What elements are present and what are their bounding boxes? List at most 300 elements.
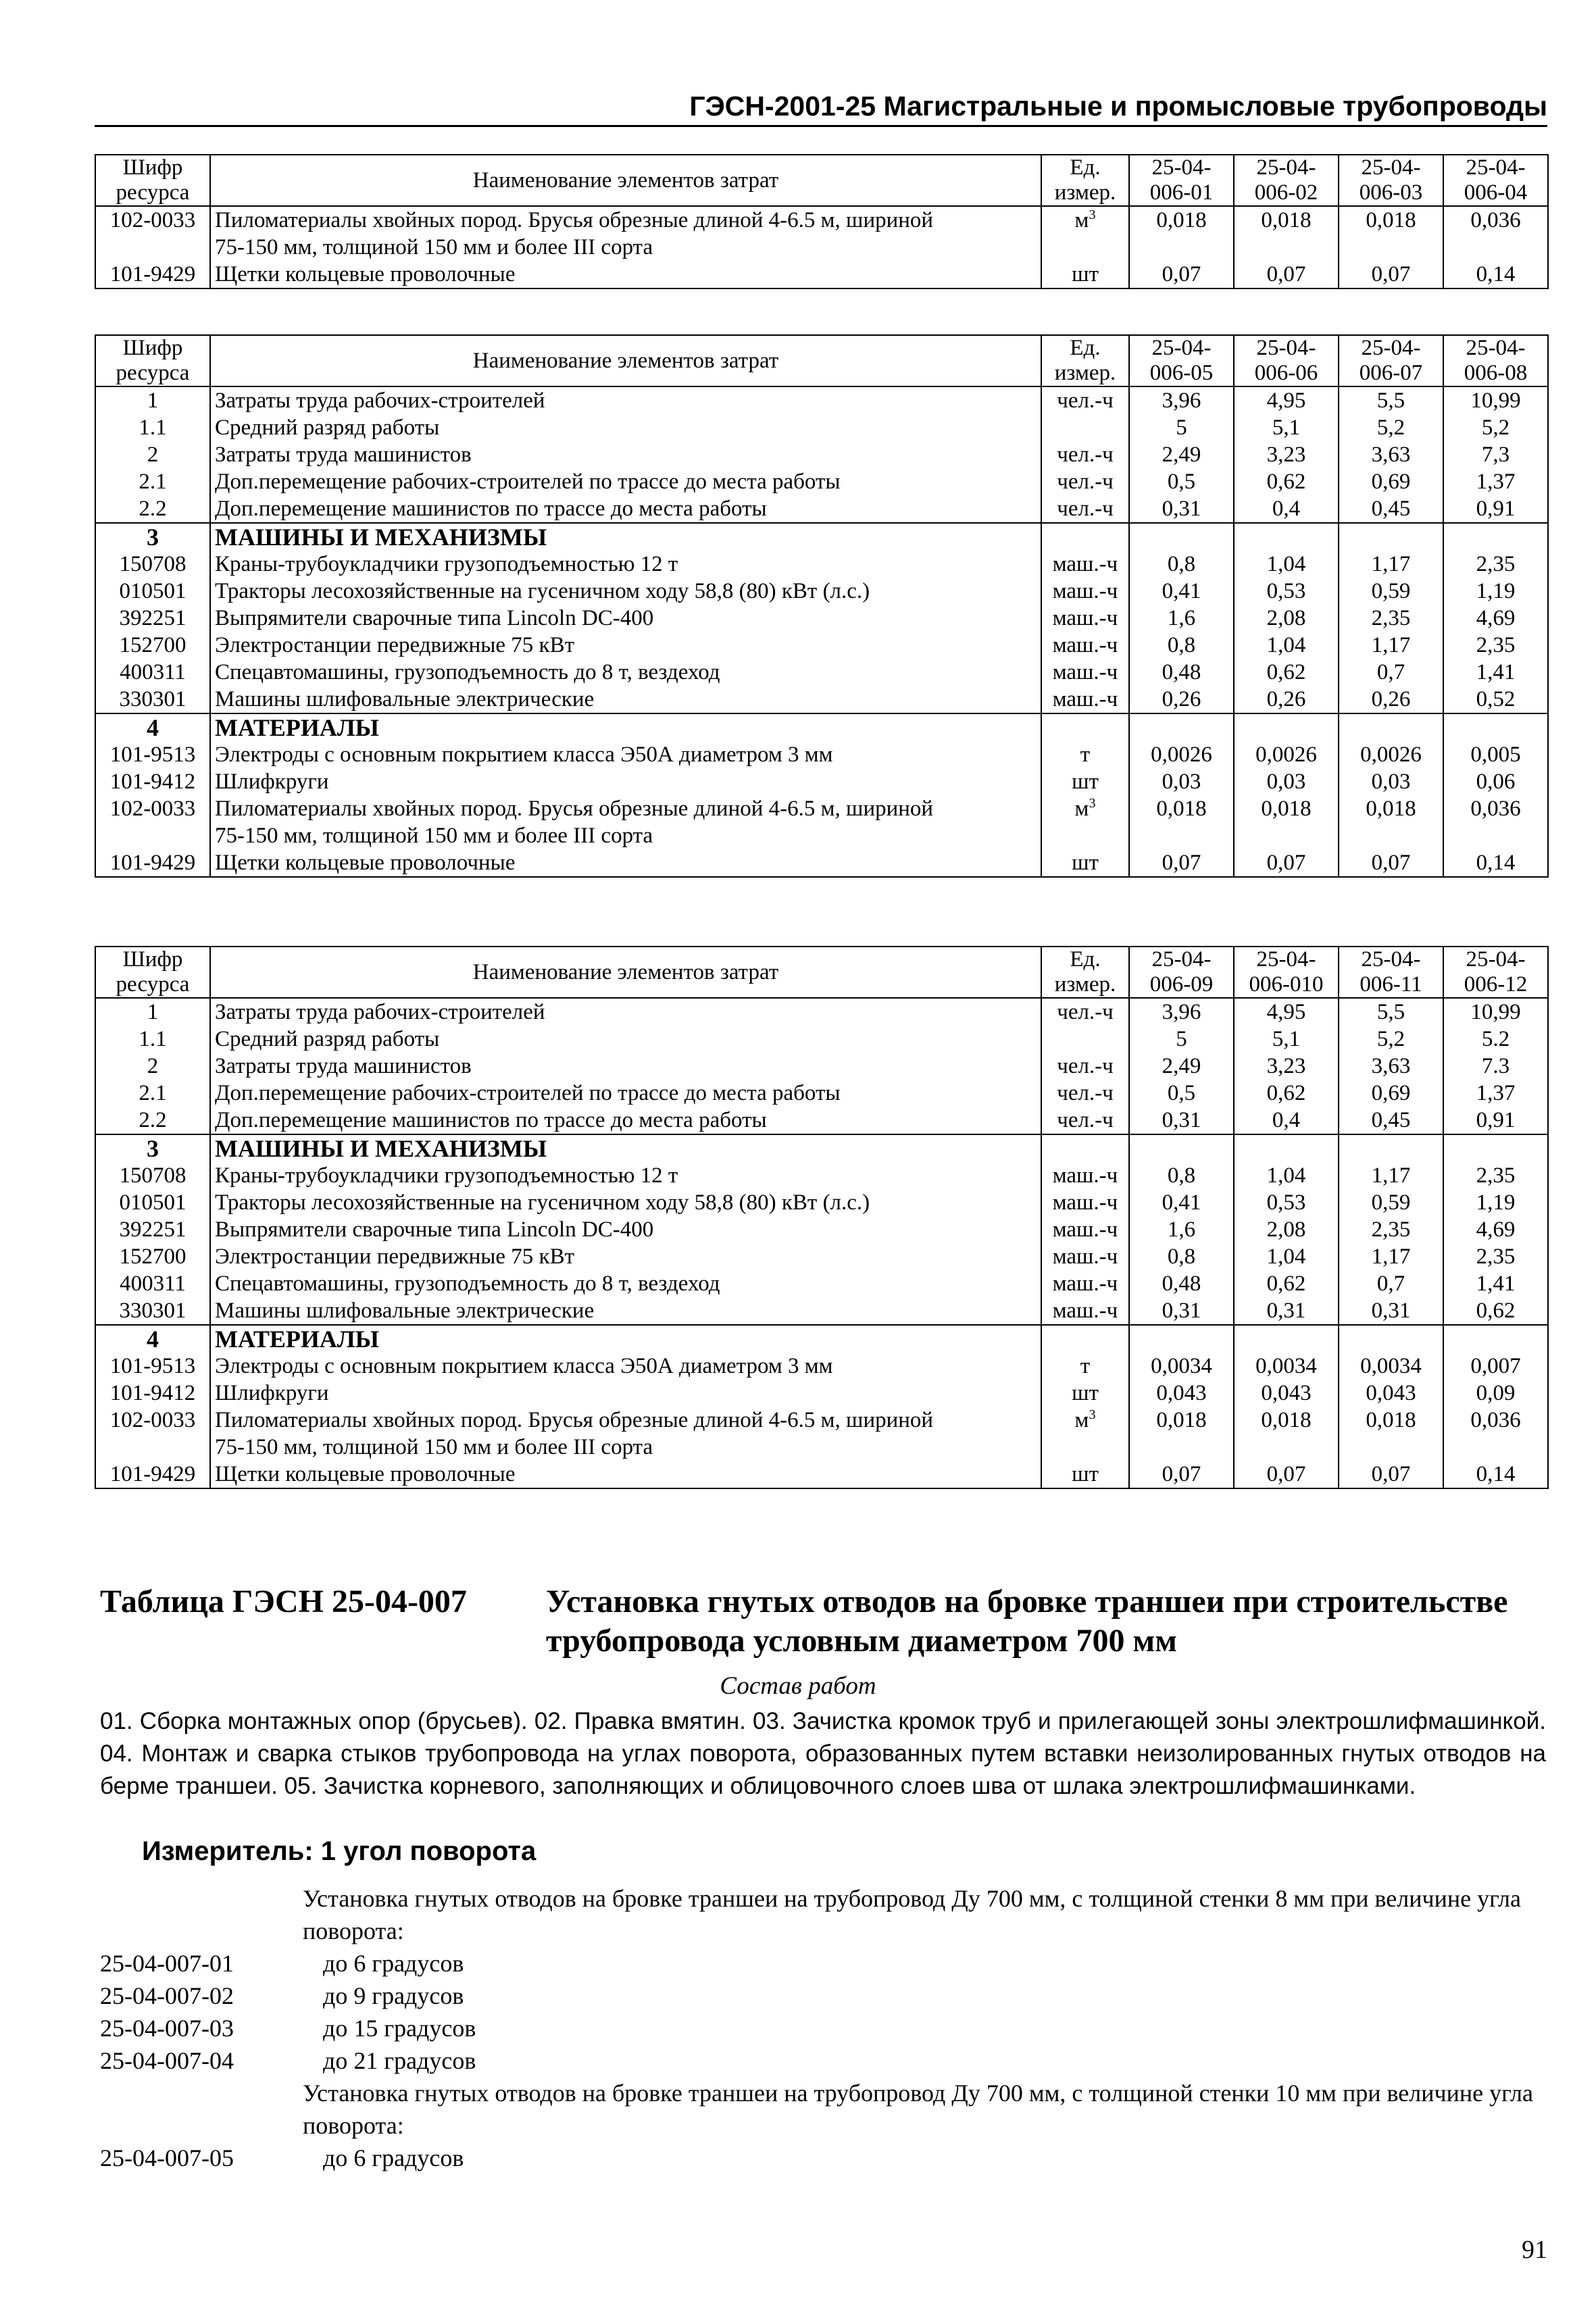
norm-value: 5 — [1129, 1026, 1234, 1053]
norm-value: 0,018 — [1234, 1407, 1339, 1461]
unit-text: маш.-ч — [1052, 606, 1118, 630]
norm-value — [1234, 1325, 1339, 1353]
norm-value: 0,7 — [1339, 1270, 1443, 1297]
norm-value: 0,69 — [1339, 1080, 1443, 1107]
norm-value: 0,07 — [1339, 1461, 1443, 1488]
resource-name — [210, 632, 1041, 659]
resource-name-text: Электростанции передвижные 75 кВт — [215, 633, 575, 657]
norm-value: 0,59 — [1339, 1189, 1443, 1216]
norm-value: 0,0034 — [1339, 1353, 1443, 1380]
resource-name-text: Электроды с основным покрытием класса Э50А диаметром 3 мм — [215, 743, 833, 767]
resource-code: 101-9429 — [95, 1461, 210, 1488]
resource-name — [210, 1270, 1041, 1297]
resource-unit — [1041, 495, 1129, 523]
norm-value: 0,018 — [1129, 795, 1234, 849]
resource-name-text: Доп.перемещение рабочих-строителей по трассе до места работы — [215, 1081, 841, 1105]
norm-value: 0,31 — [1339, 1297, 1443, 1325]
norm-value: 1,17 — [1339, 1243, 1443, 1270]
norm-item-text: до 21 градусов — [323, 2047, 476, 2074]
resource-unit — [1041, 1216, 1129, 1243]
norm-value: 0,45 — [1339, 1107, 1443, 1134]
norm-value: 0,5 — [1129, 1080, 1234, 1107]
running-header: ГЭСН-2001-25 Магистральные и промысловые трубопроводы — [95, 91, 1547, 127]
resource-code: 400311 — [95, 1270, 210, 1297]
norm-list-2 — [100, 2142, 1546, 2174]
section-row — [95, 713, 1548, 741]
norm-value: 2,35 — [1443, 551, 1548, 578]
norm-list-1 — [100, 1947, 1546, 2077]
unit-text: шт — [1072, 262, 1099, 286]
resource-code: 152700 — [95, 632, 210, 659]
resource-name-text: Тракторы лесохозяйственные на гусеничном ходу 58,8 (80) кВт (л.с.) — [215, 579, 870, 603]
resource-unit — [1041, 849, 1129, 877]
unit-text: чел.-ч — [1057, 388, 1114, 413]
resource-name-text: Доп.перемещение машинистов по трассе до места работы — [215, 497, 767, 521]
resource-name-text: Краны-трубоукладчики грузоподъемностью 12 т — [215, 1163, 678, 1188]
resource-name — [210, 261, 1041, 288]
resource-code: 102-0033 — [95, 1407, 210, 1461]
unit-text: маш.-ч — [1052, 1299, 1118, 1323]
norm-value — [1129, 523, 1234, 551]
resource-name — [210, 1026, 1041, 1053]
resource-name — [210, 713, 1041, 741]
resource-unit — [1041, 1080, 1129, 1107]
norm-value: 1,37 — [1443, 468, 1548, 495]
header-norm-code: 25-04-006-08 — [1443, 335, 1548, 386]
norm-value: 0,62 — [1234, 659, 1339, 686]
norm-value: 0,7 — [1339, 659, 1443, 686]
resource-name-text: Шлифкруги — [215, 770, 329, 794]
norm-value: 0,8 — [1129, 551, 1234, 578]
resource-name-cont: 75-150 мм, толщиной 150 мм и более III сорта — [215, 824, 653, 848]
resource-code: 2 — [95, 1053, 210, 1080]
header-row — [95, 947, 1548, 998]
norm-value: 2,35 — [1339, 1216, 1443, 1243]
norm-value: 0,07 — [1234, 849, 1339, 877]
norm-item-code: 25-04-007-02 — [100, 1982, 234, 2009]
norm-value: 1,17 — [1339, 551, 1443, 578]
resource-name-text: Затраты труда машинистов — [215, 1054, 472, 1078]
table-row — [95, 1162, 1548, 1189]
norm-value: 3,96 — [1129, 386, 1234, 414]
norm-value — [1443, 1134, 1548, 1162]
norm-item — [100, 1947, 1546, 1980]
resource-code: 400311 — [95, 659, 210, 686]
unit-text: чел.-ч — [1057, 497, 1114, 521]
resource-unit — [1041, 468, 1129, 495]
norm-value: 4,95 — [1234, 998, 1339, 1026]
norm-value: 0,62 — [1234, 1080, 1339, 1107]
resource-name-text: Выпрямители сварочные типа Lincoln DC-400 — [215, 1217, 654, 1242]
resource-name — [210, 1461, 1041, 1488]
resource-name-text: Электроды с основным покрытием класса Э50А диаметром 3 мм — [215, 1354, 833, 1378]
resource-name-text: Электростанции передвижные 75 кВт — [215, 1244, 575, 1269]
norm-value: 0,03 — [1129, 768, 1234, 795]
resource-code: 101-9513 — [95, 1353, 210, 1380]
resource-name-text: Затраты труда рабочих-строителей — [215, 388, 545, 413]
table-row — [95, 261, 1548, 288]
table-row — [95, 1243, 1548, 1270]
unit-text: т — [1080, 1354, 1091, 1378]
resource-name — [210, 849, 1041, 877]
table-row — [95, 468, 1548, 495]
table-row — [95, 849, 1548, 877]
section-row — [95, 523, 1548, 551]
table-row — [95, 1407, 1548, 1461]
table-row — [95, 795, 1548, 849]
resource-table-2 — [95, 334, 1549, 878]
unit-text: м — [1074, 1408, 1089, 1432]
norm-value: 0,018 — [1129, 206, 1234, 261]
unit-text: маш.-ч — [1052, 1190, 1118, 1215]
resource-unit — [1041, 741, 1129, 768]
norm-value: 0,03 — [1234, 768, 1339, 795]
resource-unit — [1041, 1407, 1129, 1461]
norm-value: 0,69 — [1339, 468, 1443, 495]
resource-code: 330301 — [95, 1297, 210, 1325]
norm-item-text: до 6 градусов — [323, 1950, 464, 1977]
norm-value: 5,2 — [1339, 414, 1443, 441]
resource-code: 2 — [95, 441, 210, 468]
header-norm-code: 25-04-006-07 — [1339, 335, 1443, 386]
resource-unit — [1041, 659, 1129, 686]
resource-name — [210, 741, 1041, 768]
header-code: Шифр ресурса — [95, 947, 210, 998]
norm-value: 1,04 — [1234, 1243, 1339, 1270]
unit-text: чел.-ч — [1057, 443, 1114, 467]
norm-value — [1234, 713, 1339, 741]
composition-text: 01. Сборка монтажных опор (брусьев). 02. Правка вмятин. 03. Зачистка кромок труб и прилегающей зоны электрошлифмашинкой. 04. Монтаж и сварка стыков трубопровода на углах поворота, образованных путем вставки неизолированных гнутых отводов на берме траншеи. 05. Зачистка корневого, заполняющих и облицовочного слоев шва от шлака электрошлифмашинками. — [100, 1708, 1546, 1799]
norm-value: 7,3 — [1443, 441, 1548, 468]
unit-text: чел.-ч — [1057, 1000, 1114, 1024]
resource-code: 3 — [95, 1134, 210, 1162]
norm-value: 1,41 — [1443, 659, 1548, 686]
resource-name — [210, 1297, 1041, 1325]
norm-value: 0,09 — [1443, 1380, 1548, 1407]
norm-value: 2,35 — [1339, 605, 1443, 632]
norm-value: 0,5 — [1129, 468, 1234, 495]
resource-code: 150708 — [95, 551, 210, 578]
header-row — [95, 155, 1548, 206]
table-row — [95, 632, 1548, 659]
resource-unit — [1041, 523, 1129, 551]
norm-value: 1,04 — [1234, 632, 1339, 659]
header-norm-code: 25-04-006-010 — [1234, 947, 1339, 998]
resource-code: 102-0033 — [95, 795, 210, 849]
resource-name-text: Щетки кольцевые проволочные — [215, 262, 516, 286]
resource-unit — [1041, 1189, 1129, 1216]
norm-value: 2,08 — [1234, 605, 1339, 632]
resource-code: 102-0033 — [95, 206, 210, 261]
norm-value: 3,63 — [1339, 441, 1443, 468]
norm-value: 1,41 — [1443, 1270, 1548, 1297]
header-norm-code: 25-04-006-01 — [1129, 155, 1234, 206]
meter-label: Измеритель: 1 угол поворота — [142, 1836, 537, 1866]
header-norm-code: 25-04-006-11 — [1339, 947, 1443, 998]
norm-value: 0,31 — [1129, 495, 1234, 523]
resource-unit — [1041, 551, 1129, 578]
norm-item-code: 25-04-007-05 — [100, 2144, 234, 2171]
unit-exponent: 3 — [1089, 1407, 1096, 1422]
norm-value — [1339, 1325, 1443, 1353]
resource-name-text: МАШИНЫ И МЕХАНИЗМЫ — [215, 524, 547, 551]
resource-code: 3 — [95, 523, 210, 551]
resource-name-text: Доп.перемещение рабочих-строителей по трассе до места работы — [215, 470, 841, 494]
norm-item-code: 25-04-007-03 — [100, 2015, 234, 2042]
header-name: Наименование элементов затрат — [210, 155, 1041, 206]
resource-unit — [1041, 1297, 1129, 1325]
unit-text: маш.-ч — [1052, 1244, 1118, 1269]
unit-exponent: 3 — [1089, 796, 1096, 811]
unit-text: шт — [1072, 1462, 1099, 1486]
norm-value: 0,26 — [1339, 686, 1443, 713]
table-row — [95, 578, 1548, 605]
norm-value: 0,043 — [1339, 1380, 1443, 1407]
norm-value: 0,036 — [1443, 1407, 1548, 1461]
norm-value — [1443, 523, 1548, 551]
norm-value: 0,59 — [1339, 578, 1443, 605]
norm-value: 0,07 — [1129, 1461, 1234, 1488]
norm-value: 0,26 — [1129, 686, 1234, 713]
norm-value: 5 — [1129, 414, 1234, 441]
norm-value: 0,036 — [1443, 795, 1548, 849]
norm-value: 0,018 — [1339, 1407, 1443, 1461]
header-norm-code: 25-04-006-04 — [1443, 155, 1548, 206]
resource-unit — [1041, 578, 1129, 605]
norm-value: 2,08 — [1234, 1216, 1339, 1243]
resource-name — [210, 206, 1041, 261]
norm-item — [100, 2044, 1546, 2077]
resource-code: 101-9429 — [95, 261, 210, 288]
norm-value: 0,91 — [1443, 495, 1548, 523]
resource-table-1 — [95, 154, 1549, 289]
table-row — [95, 386, 1548, 414]
norm-value: 0,8 — [1129, 1162, 1234, 1189]
resource-name — [210, 551, 1041, 578]
resource-unit — [1041, 386, 1129, 414]
norm-value: 4,69 — [1443, 1216, 1548, 1243]
norm-value — [1234, 1134, 1339, 1162]
norm-item-text: до 6 градусов — [323, 2144, 464, 2171]
unit-text: маш.-ч — [1052, 687, 1118, 711]
unit-text: маш.-ч — [1052, 660, 1118, 684]
norm-value: 0,07 — [1234, 261, 1339, 288]
resource-name-text: Щетки кольцевые проволочные — [215, 851, 516, 875]
norm-value: 2,49 — [1129, 1053, 1234, 1080]
header-name: Наименование элементов затрат — [210, 947, 1041, 998]
norm-value: 3,23 — [1234, 1053, 1339, 1080]
resource-name-text: МАТЕРИАЛЫ — [215, 714, 379, 741]
resource-name — [210, 1134, 1041, 1162]
table-row — [95, 1297, 1548, 1325]
resource-name-cont: 75-150 мм, толщиной 150 мм и более III сорта — [215, 1435, 653, 1459]
norm-value: 0,0026 — [1129, 741, 1234, 768]
table-row — [95, 998, 1548, 1026]
resource-name — [210, 605, 1041, 632]
header-unit: Ед. измер. — [1041, 947, 1129, 998]
resource-unit — [1041, 414, 1129, 441]
norm-item — [100, 2142, 1546, 2174]
resource-name — [210, 1080, 1041, 1107]
header-norm-code: 25-04-006-05 — [1129, 335, 1234, 386]
table-row — [95, 1107, 1548, 1134]
resource-name-text: Средний разряд работы — [215, 1027, 440, 1051]
unit-text: м — [1074, 208, 1089, 232]
table-title: Установка гнутых отводов на бровке траншеи при строительстве трубопровода условным диаметром 700 мм — [546, 1584, 1508, 1659]
resource-code: 392251 — [95, 605, 210, 632]
unit-text: чел.-ч — [1057, 1081, 1114, 1105]
unit-text: шт — [1072, 851, 1099, 875]
norm-value: 0,62 — [1234, 468, 1339, 495]
resource-name-cont: 75-150 мм, толщиной 150 мм и более III сорта — [215, 235, 653, 259]
unit-text: шт — [1072, 770, 1099, 794]
resource-code: 330301 — [95, 686, 210, 713]
resource-name — [210, 1107, 1041, 1134]
resource-name-text: Затраты труда рабочих-строителей — [215, 1000, 545, 1024]
norm-value: 0,31 — [1129, 1297, 1234, 1325]
norm-value: 1,04 — [1234, 1162, 1339, 1189]
table-row — [95, 1189, 1548, 1216]
resource-unit — [1041, 261, 1129, 288]
resource-name — [210, 1407, 1041, 1461]
resource-code: 4 — [95, 713, 210, 741]
norm-value: 0,018 — [1339, 206, 1443, 261]
norm-value — [1129, 713, 1234, 741]
resource-unit — [1041, 1380, 1129, 1407]
resource-unit — [1041, 1461, 1129, 1488]
norm-value: 3,96 — [1129, 998, 1234, 1026]
norm-value: 0,018 — [1234, 795, 1339, 849]
resource-code: 1 — [95, 998, 210, 1026]
norm-value: 0,018 — [1129, 1407, 1234, 1461]
norm-value: 0,0034 — [1234, 1353, 1339, 1380]
resource-name — [210, 1162, 1041, 1189]
norm-value: 1,6 — [1129, 605, 1234, 632]
norm-items — [100, 1882, 1546, 2174]
norm-item — [100, 1980, 1546, 2012]
resource-name-text: МАШИНЫ И МЕХАНИЗМЫ — [215, 1135, 547, 1162]
resource-name-text: Выпрямители сварочные типа Lincoln DC-400 — [215, 606, 654, 630]
norm-value: 0,53 — [1234, 1189, 1339, 1216]
unit-text: шт — [1072, 1381, 1099, 1405]
norm-value: 0,07 — [1129, 261, 1234, 288]
resource-name — [210, 659, 1041, 686]
resource-name — [210, 1380, 1041, 1407]
unit-text: м — [1074, 797, 1089, 821]
resource-name-text: Шлифкруги — [215, 1381, 329, 1405]
resource-name — [210, 1353, 1041, 1380]
resource-unit — [1041, 206, 1129, 261]
norm-value: 0,03 — [1339, 768, 1443, 795]
resource-name-text: Пиломатериалы хвойных пород. Брусья обрезные длиной 4-6.5 м, шириной — [215, 797, 934, 821]
norm-value: 2,35 — [1443, 1162, 1548, 1189]
header-norm-code: 25-04-006-12 — [1443, 947, 1548, 998]
unit-text: маш.-ч — [1052, 1217, 1118, 1242]
table-row — [95, 551, 1548, 578]
resource-code: 152700 — [95, 1243, 210, 1270]
resource-name — [210, 686, 1041, 713]
norm-value: 0,53 — [1234, 578, 1339, 605]
resource-name-text: Спецавтомашины, грузоподъемность до 8 т, вездеход — [215, 1272, 720, 1296]
norm-value — [1443, 713, 1548, 741]
norm-value: 7.3 — [1443, 1053, 1548, 1080]
unit-text: маш.-ч — [1052, 552, 1118, 576]
table-row — [95, 1080, 1548, 1107]
header-norm-code: 25-04-006-09 — [1129, 947, 1234, 998]
norm-value: 0,0034 — [1129, 1353, 1234, 1380]
page-number: 91 — [1522, 2236, 1547, 2264]
norm-value: 5,2 — [1339, 1026, 1443, 1053]
unit-text: маш.-ч — [1052, 579, 1118, 603]
norm-value: 3,23 — [1234, 441, 1339, 468]
resource-name — [210, 468, 1041, 495]
resource-name-text: Средний разряд работы — [215, 416, 440, 440]
unit-text: маш.-ч — [1052, 1272, 1118, 1296]
norm-value: 1,37 — [1443, 1080, 1548, 1107]
norm-value: 0,043 — [1234, 1380, 1339, 1407]
norm-value: 1,17 — [1339, 632, 1443, 659]
norm-item-text: до 9 градусов — [323, 1982, 464, 2009]
norm-value — [1129, 1134, 1234, 1162]
norm-value: 0,036 — [1443, 206, 1548, 261]
resource-unit — [1041, 605, 1129, 632]
header-norm-code: 25-04-006-06 — [1234, 335, 1339, 386]
norm-value: 0,48 — [1129, 659, 1234, 686]
resource-name — [210, 1053, 1041, 1080]
resource-unit — [1041, 632, 1129, 659]
norm-value: 0,8 — [1129, 1243, 1234, 1270]
norm-value: 0,07 — [1234, 1461, 1339, 1488]
unit-text: т — [1080, 743, 1091, 767]
resource-code: 101-9429 — [95, 849, 210, 877]
resource-name-text: Спецавтомашины, грузоподъемность до 8 т, вездеход — [215, 660, 720, 684]
resource-code: 2.2 — [95, 495, 210, 523]
norm-item-text: до 15 градусов — [323, 2015, 476, 2042]
norm-value: 5.2 — [1443, 1026, 1548, 1053]
norm-value: 2,35 — [1443, 1243, 1548, 1270]
resource-unit — [1041, 998, 1129, 1026]
unit-text: чел.-ч — [1057, 470, 1114, 494]
unit-exponent: 3 — [1089, 207, 1096, 222]
resource-unit — [1041, 1053, 1129, 1080]
norm-value: 0,31 — [1234, 1297, 1339, 1325]
norm-value: 0,4 — [1234, 495, 1339, 523]
resource-unit — [1041, 686, 1129, 713]
norm-value: 0,52 — [1443, 686, 1548, 713]
header-unit: Ед. измер. — [1041, 335, 1129, 386]
norm-value: 1,19 — [1443, 578, 1548, 605]
norm-value: 0,07 — [1339, 261, 1443, 288]
norm-value: 1,04 — [1234, 551, 1339, 578]
norm-value — [1234, 523, 1339, 551]
resource-unit — [1041, 1134, 1129, 1162]
resource-unit — [1041, 441, 1129, 468]
norm-value: 0,91 — [1443, 1107, 1548, 1134]
resource-name-text: МАТЕРИАЛЫ — [215, 1326, 379, 1353]
table-row — [95, 1270, 1548, 1297]
norm-value: 0,4 — [1234, 1107, 1339, 1134]
norm-value: 4,95 — [1234, 386, 1339, 414]
norm-value: 0,14 — [1443, 849, 1548, 877]
norm-value: 0,018 — [1234, 206, 1339, 261]
norm-value: 0,07 — [1129, 849, 1234, 877]
norm-value: 10,99 — [1443, 998, 1548, 1026]
norm-value: 0,07 — [1339, 849, 1443, 877]
header-name: Наименование элементов затрат — [210, 335, 1041, 386]
resource-code: 392251 — [95, 1216, 210, 1243]
norm-value: 1,17 — [1339, 1162, 1443, 1189]
resource-unit — [1041, 1325, 1129, 1353]
